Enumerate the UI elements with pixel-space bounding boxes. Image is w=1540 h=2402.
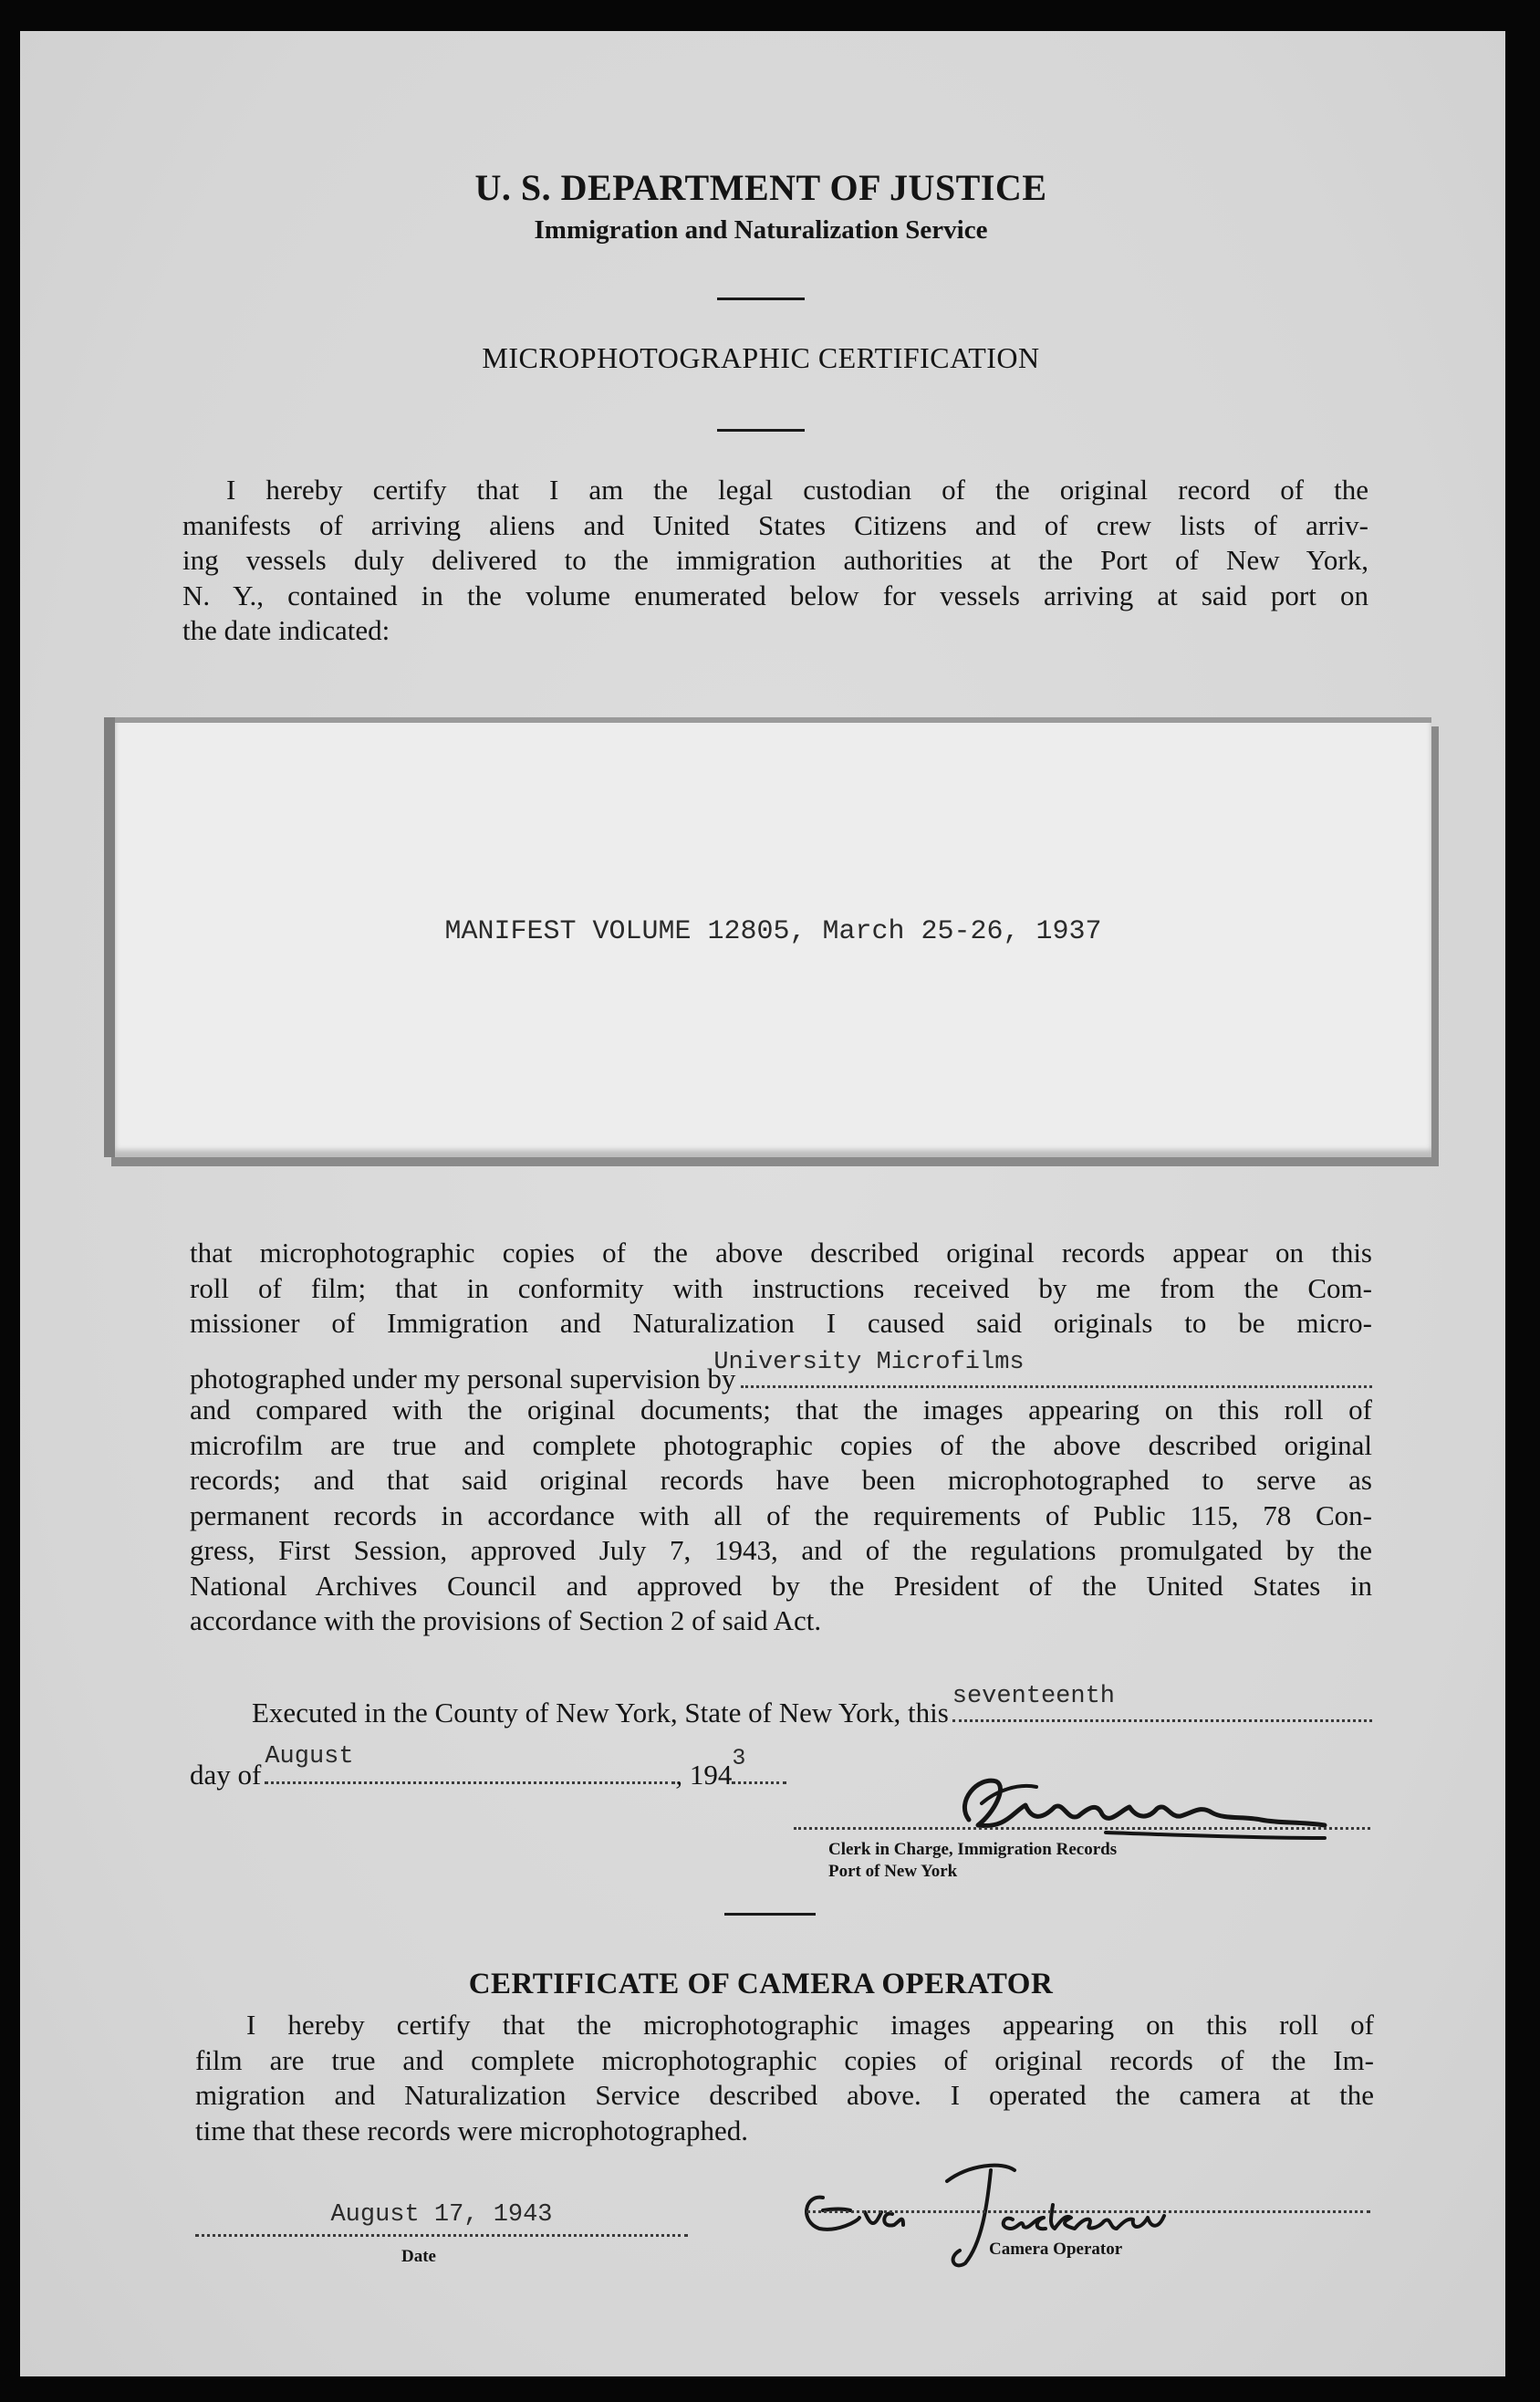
clerk-location: Port of New York <box>828 1862 958 1881</box>
manifest-volume-text: MANIFEST VOLUME 12805, March 25-26, 1937 <box>444 916 1102 947</box>
camera-date-value: August 17, 1943 <box>330 2201 553 2229</box>
title-divider <box>717 429 805 432</box>
execution-prefix: Executed in the County of New York, State of New York, this <box>252 1697 949 1728</box>
body-line: records; and that said original records have been microphotographed to serve as <box>190 1464 1372 1496</box>
department-heading: U. S. DEPARTMENT OF JUSTICE <box>474 167 1047 208</box>
body-line: microfilm are true and complete photographic copies of the above described original <box>190 1428 1372 1461</box>
day-of-label: day of <box>190 1759 262 1791</box>
year-prefix: , 194 <box>675 1759 733 1791</box>
date-line <box>190 1743 847 1793</box>
body-line: and compared with the original documents; that the images appearing on this roll of <box>190 1394 1372 1426</box>
intro-line: ing vessels duly delivered to the immigration authorities at the Port of New York, <box>182 544 1368 576</box>
intro-line: I hereby certify that I am the legal custodian of the original record of the <box>226 474 1368 506</box>
day-field <box>952 1683 1372 1722</box>
camera-date-field <box>195 2203 688 2237</box>
body-line: gress, First Session, approved July 7, 1943, and of the regulations promulgated by the <box>190 1534 1372 1566</box>
camera-line: time that these records were microphotographed. <box>195 2114 748 2146</box>
supervision-line <box>190 1348 1372 1397</box>
month-field <box>265 1743 675 1784</box>
body-line: roll of film; that in conformity with instructions received by me from the Com- <box>190 1271 1372 1304</box>
camera-line: migration and Naturalization Service described above. I operated the camera at the <box>195 2079 1374 2111</box>
camera-line: I hereby certify that the microphotographic images appearing on this roll of <box>246 2009 1374 2041</box>
manifest-volume-slip <box>104 717 1431 1157</box>
certification-body <box>190 1236 1372 1639</box>
camera-certificate-title: CERTIFICATE OF CAMERA OPERATOR <box>468 1968 1054 2000</box>
clerk-title: Clerk in Charge, Immigration Records <box>828 1840 1118 1859</box>
day-value: seventeenth <box>952 1683 1115 1710</box>
intro-line: N. Y., contained in the volume enumerated below for vessels arriving at said port on <box>182 579 1368 611</box>
intro-line: the date indicated: <box>182 614 390 646</box>
intro-paragraph <box>182 473 1368 649</box>
camera-certificate-body <box>195 2008 1374 2148</box>
section-divider <box>724 1913 816 1916</box>
intro-line: manifests of arriving aliens and United States Citizens and of crew lists of arriv- <box>182 508 1368 541</box>
year-field <box>732 1745 786 1784</box>
certification-title: MICROPHOTOGRAPHIC CERTIFICATION <box>482 341 1040 374</box>
supervisor-value: University Microfilms <box>713 1348 1025 1376</box>
execution-line <box>252 1683 1372 1731</box>
camera-date-label: Date <box>401 2247 436 2266</box>
body-line: accordance with the provisions of Section 2 of said Act. <box>190 1604 822 1636</box>
supervision-prefix: photographed under my personal supervision by <box>190 1362 736 1394</box>
certificate-page <box>20 31 1505 2376</box>
body-line: missioner of Immigration and Naturalization I caused said originals to be micro- <box>190 1307 1372 1339</box>
month-value: August <box>265 1743 354 1770</box>
service-subheading: Immigration and Naturalization Service <box>534 215 988 245</box>
clerk-signature-line <box>794 1827 1370 1830</box>
body-line: permanent records in accordance with all of the requirements of Public 115, 78 Con- <box>190 1499 1372 1531</box>
body-line: National Archives Council and approved by the President of the United States in <box>190 1569 1372 1602</box>
body-line: that microphotographic copies of the above described original records appear on this <box>190 1237 1372 1269</box>
heading-divider <box>717 298 805 300</box>
camera-line: film are true and complete microphotographic copies of original records of the Im- <box>195 2043 1374 2076</box>
supervisor-field <box>713 1348 1372 1388</box>
year-digit: 3 <box>732 1745 746 1771</box>
camera-operator-label: Camera Operator <box>989 2240 1123 2259</box>
camera-operator-line <box>806 2210 1370 2213</box>
